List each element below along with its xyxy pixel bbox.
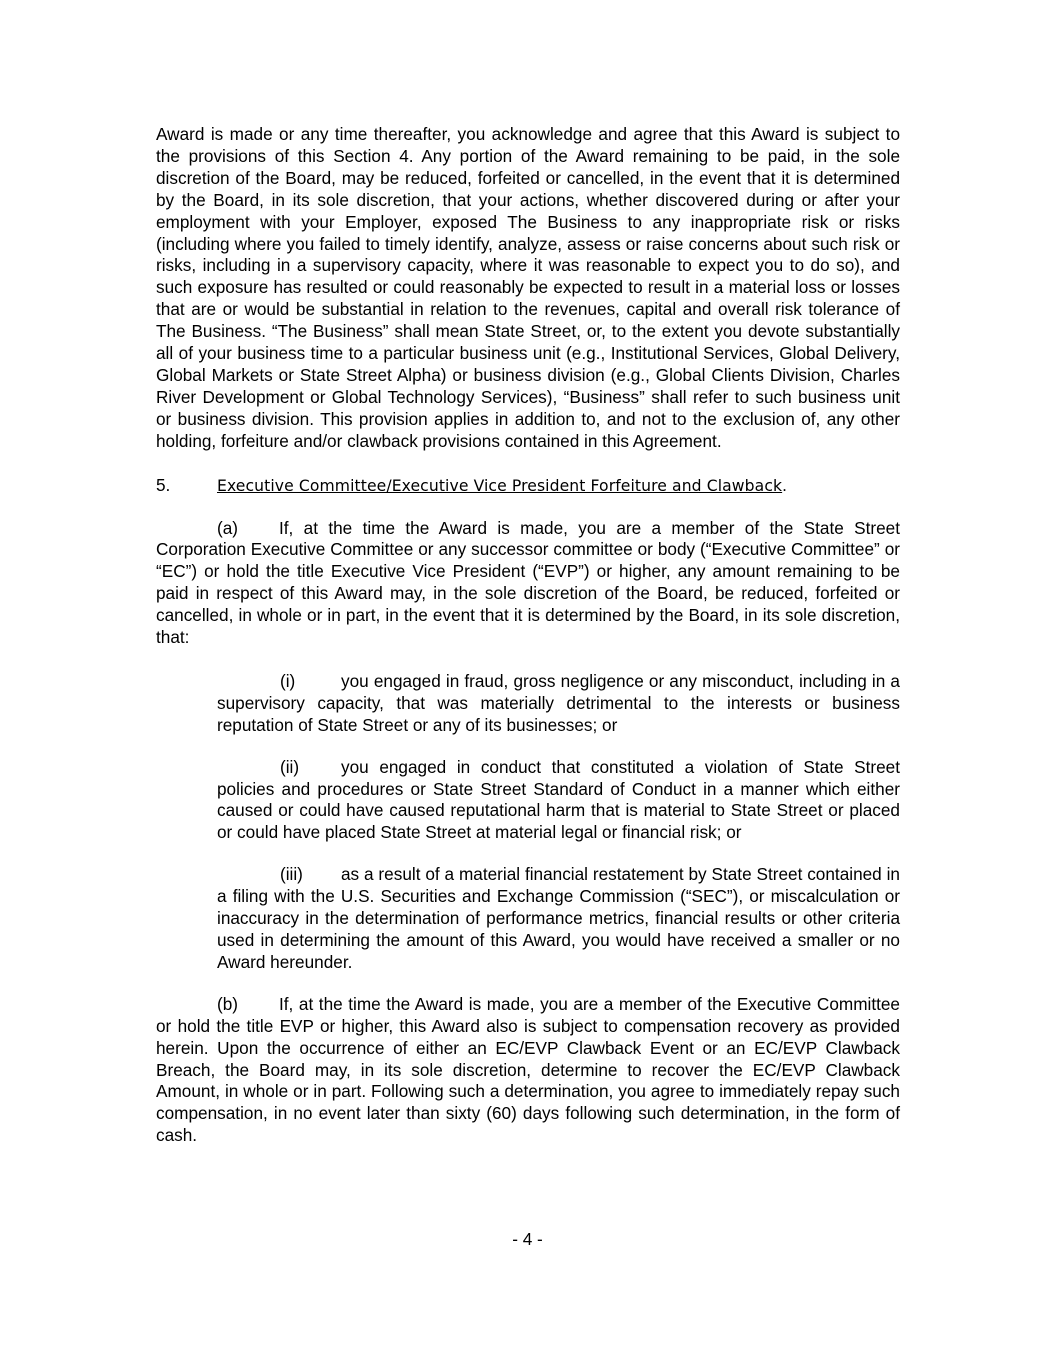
section-5-title-period: . — [782, 474, 787, 495]
document-body — [156, 124, 900, 1147]
paragraph-b-label: (b) — [217, 993, 239, 1014]
paragraph-i-text: you engaged in fraud, gross negligence or any misconduct, including in a supervisory capacity, that was materially detrimental to the interests or business reputation of State Street or any of its businesses; or — [217, 670, 900, 735]
paragraph-a-text: If, at the time the Award is made, you are a member of the State Street Corporation Executive Committee or any successor committee or body (“Executive Committee” or “EC”) or hold the title Executive Vice President (“EVP”) or higher, any amount remaining to be paid in respect of this Award may, in the sole discretion of the Board, be reduced, forfeited or cancelled, in whole or in part, in the event that it is determined by the Board, in its sole discretion, that: — [156, 517, 900, 648]
paragraph-b — [156, 994, 900, 1147]
paragraph-iii — [217, 864, 900, 974]
paragraph-i-label: (i) — [280, 670, 296, 691]
section-5-number: 5. — [156, 474, 171, 495]
section-5-heading — [156, 475, 900, 498]
paragraph-iii-text: as a result of a material financial restatement by State Street contained in a filing with the U.S. Securities and Exchange Commission (“SEC”), or miscalculation or inaccuracy in the determination of performance metrics, financial results or other criteria used in determining the amount of this Award, you would have received a smaller or no Award hereunder. — [217, 864, 900, 972]
paragraph-iii-label: (iii) — [280, 864, 303, 885]
paragraph-a-label: (a) — [217, 517, 239, 538]
paragraph-b-text: If, at the time the Award is made, you are a member of the Executive Committee or hold the title EVP or higher, this Award also is subject to compensation recovery as provided herein. Upon the occurrence of either an EC/EVP Clawback Event or an EC/EVP Clawback Breach, the Board may, in its sole discretion, determine to recover the EC/EVP Clawback Amount, in whole or in part. Following such a determination, you agree to immediately repay such compensation, in no event later than sixty (60) days following such determination, in the form of cash. — [156, 993, 900, 1146]
section-5-title: Executive Committee/Executive Vice President Forfeiture and Clawback — [217, 476, 783, 495]
paragraph-a — [156, 518, 900, 649]
paragraph-intro: Award is made or any time thereafter, you acknowledge and agree that this Award is subject to the provisions of this Section 4. Any portion of the Award remaining to be paid, in the sole discretion of the Board, may be reduced, forfeited or cancelled, in the event that it is determined by the Board, in its sole discretion, that your actions, whether discovered during or after your employment with your Employer, exposed The Business to any inappropriate risk or risks (including where you failed to timely identify, analyze, assess or raise concerns about such risk or risks, including in a supervisory capacity, where it was reasonable to expect you to do so), and such exposure has resulted or could reasonably be expected to result in a material loss or losses that are or would be substantial in relation to the revenues, capital and overall risk tolerance of The Business. “The Business” shall mean State Street, or, to the extent you devote substantially all of your business time to a particular business unit (e.g., Institutional Services, Global Delivery, Global Markets or State Street Alpha) or business division (e.g., Global Clients Division, Charles River Development or Global Technology Services), “Business” shall refer to such business unit or business division. This provision applies in addition to, and not to the exclusion of, any other holding, forfeiture and/or clawback provisions contained in this Agreement. — [156, 124, 900, 451]
paragraph-ii-label: (ii) — [280, 756, 300, 777]
page-number: - 4 - — [512, 1229, 543, 1249]
paragraph-i — [217, 671, 900, 737]
paragraph-ii — [217, 757, 900, 845]
paragraph-ii-text: you engaged in conduct that constituted a violation of State Street policies and procedures or State Street Standard of Conduct in a manner which either caused or could have caused reputational harm that is material to State Street or placed or could have placed State Street at material legal or financial risk; or — [217, 756, 900, 843]
